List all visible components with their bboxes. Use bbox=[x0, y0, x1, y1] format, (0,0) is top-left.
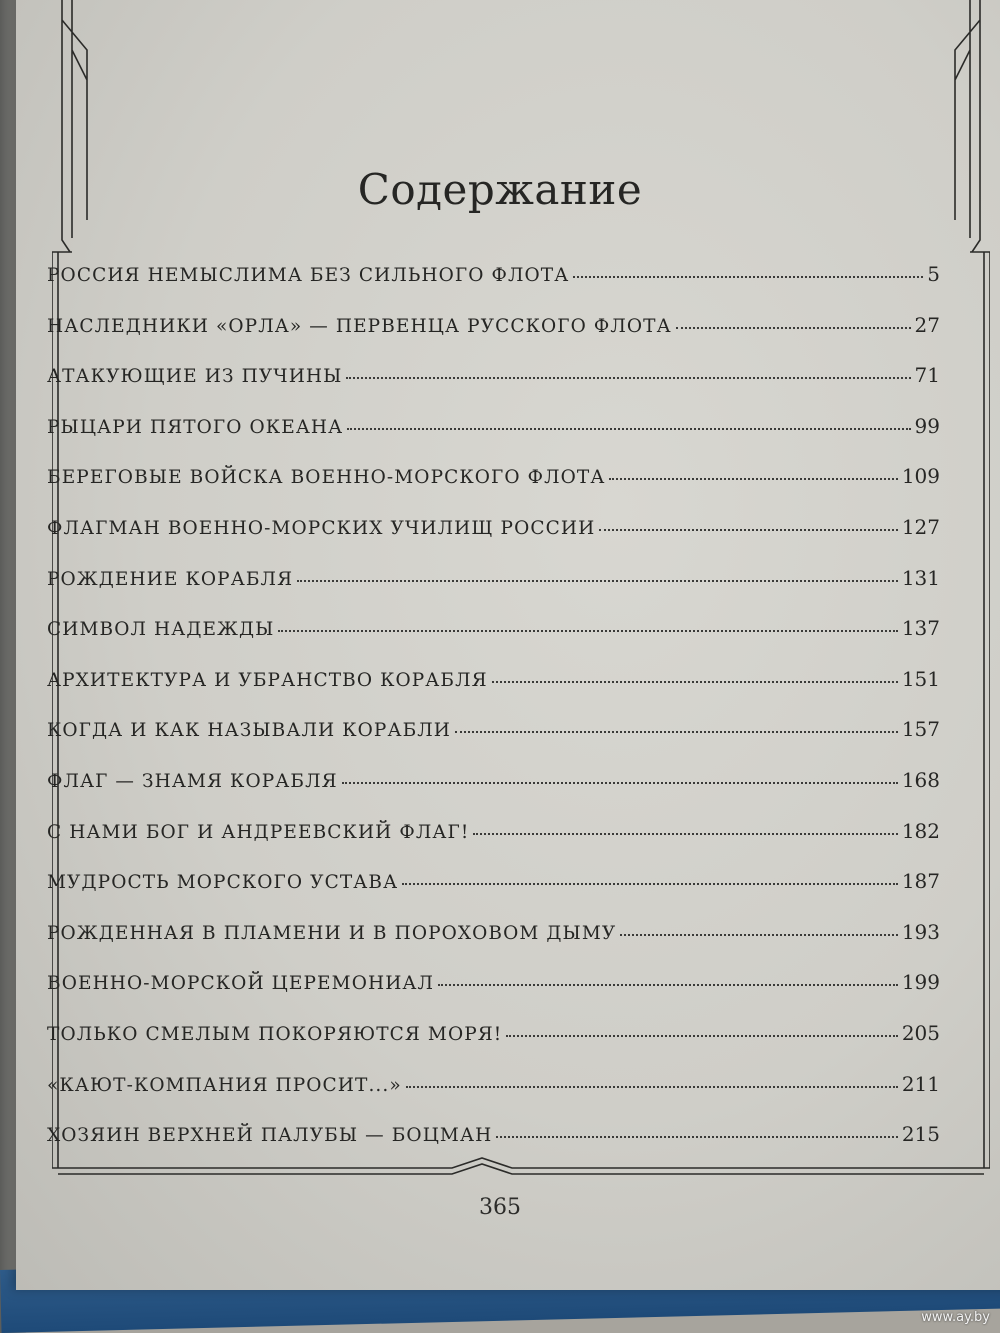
dot-leader bbox=[347, 428, 910, 430]
toc-entry bbox=[47, 262, 940, 313]
entry-title: РОЖДЕНИЕ КОРАБЛЯ bbox=[47, 568, 294, 590]
toc-list bbox=[47, 262, 940, 1173]
entry-title: С НАМИ БОГ И АНДРЕЕВСКИЙ ФЛАГ! bbox=[47, 821, 470, 843]
page-title: Содержание bbox=[357, 165, 643, 214]
toc-entry bbox=[47, 819, 940, 870]
dot-leader bbox=[609, 478, 897, 480]
toc-entry bbox=[47, 1021, 940, 1072]
toc-entry bbox=[47, 313, 940, 364]
entry-page-number: 109 bbox=[901, 464, 940, 489]
entry-page-number: 211 bbox=[901, 1071, 940, 1096]
entry-title: ФЛАГМАН ВОЕННО-МОРСКИХ УЧИЛИЩ РОССИИ bbox=[47, 517, 596, 539]
entry-page-number: 27 bbox=[914, 312, 940, 337]
toc-entry bbox=[47, 616, 940, 667]
dot-leader bbox=[342, 782, 898, 784]
dot-leader bbox=[297, 580, 898, 582]
entry-page-number: 157 bbox=[901, 717, 940, 742]
entry-page-number: 182 bbox=[901, 818, 940, 843]
entry-page-number: 137 bbox=[901, 616, 940, 641]
toc-entry bbox=[47, 414, 940, 465]
toc-entry bbox=[47, 667, 940, 718]
entry-title: ВОЕННО-МОРСКОЙ ЦЕРЕМОНИАЛ bbox=[47, 973, 435, 995]
entry-page-number: 187 bbox=[901, 869, 940, 894]
entry-title: АТАКУЮЩИЕ ИЗ ПУЧИНЫ bbox=[47, 366, 343, 388]
entry-title: РЫЦАРИ ПЯТОГО ОКЕАНА bbox=[47, 416, 344, 438]
entry-title: ФЛАГ — ЗНАМЯ КОРАБЛЯ bbox=[47, 770, 338, 792]
dot-leader bbox=[599, 529, 897, 531]
dot-leader bbox=[573, 276, 923, 278]
dot-leader bbox=[492, 681, 898, 683]
entry-page-number: 131 bbox=[901, 565, 940, 590]
dot-leader bbox=[402, 883, 898, 885]
entry-title: КОГДА И КАК НАЗЫВАЛИ КОРАБЛИ bbox=[47, 720, 452, 742]
toc-entry bbox=[47, 363, 940, 414]
toc-entry bbox=[47, 768, 940, 819]
entry-page-number: 151 bbox=[901, 666, 940, 691]
entry-title: ХОЗЯИН ВЕРХНЕЙ ПАЛУБЫ — БОЦМАН bbox=[47, 1125, 493, 1147]
dot-leader bbox=[455, 731, 898, 733]
toc-entry bbox=[47, 869, 940, 920]
entry-page-number: 199 bbox=[901, 970, 940, 995]
dot-leader bbox=[676, 327, 911, 329]
toc-entry bbox=[47, 1072, 940, 1123]
entry-page-number: 205 bbox=[901, 1020, 940, 1045]
entry-page-number: 193 bbox=[901, 919, 940, 944]
entry-page-number: 127 bbox=[901, 514, 940, 539]
toc-entry bbox=[47, 566, 940, 617]
footer-page-number: 365 bbox=[479, 1195, 521, 1220]
entry-title: БЕРЕГОВЫЕ ВОЙСКА ВОЕННО-МОРСКОГО ФЛОТА bbox=[47, 467, 606, 489]
entry-title: СИМВОЛ НАДЕЖДЫ bbox=[47, 619, 275, 641]
entry-title: НАСЛЕДНИКИ «ОРЛА» — ПЕРВЕНЦА РУССКОГО ФЛОТА bbox=[47, 315, 672, 337]
entry-title: РОЖДЕННАЯ В ПЛАМЕНИ И В ПОРОХОВОМ ДЫМУ bbox=[47, 922, 617, 944]
toc-entry bbox=[47, 920, 940, 971]
entry-title: «КАЮТ-КОМПАНИЯ ПРОСИТ...» bbox=[47, 1074, 402, 1096]
toc-entry bbox=[47, 717, 940, 768]
entry-title: ТОЛЬКО СМЕЛЫМ ПОКОРЯЮТСЯ МОРЯ! bbox=[47, 1023, 503, 1045]
toc-entry bbox=[47, 515, 940, 566]
entry-page-number: 71 bbox=[914, 363, 940, 388]
dot-leader bbox=[438, 984, 898, 986]
entry-page-number: 99 bbox=[914, 413, 940, 438]
entry-title: МУДРОСТЬ МОРСКОГО УСТАВА bbox=[47, 872, 399, 894]
entry-title: АРХИТЕКТУРА И УБРАНСТВО КОРАБЛЯ bbox=[47, 669, 488, 691]
dot-leader bbox=[496, 1136, 898, 1138]
entry-page-number: 215 bbox=[901, 1122, 940, 1147]
dot-leader bbox=[346, 377, 910, 379]
dot-leader bbox=[278, 630, 897, 632]
entry-page-number: 168 bbox=[901, 767, 940, 792]
dot-leader bbox=[406, 1086, 898, 1088]
entry-page-number: 5 bbox=[927, 262, 940, 286]
dot-leader bbox=[506, 1035, 897, 1037]
dot-leader bbox=[473, 833, 897, 835]
dot-leader bbox=[620, 934, 897, 936]
toc-entry bbox=[47, 464, 940, 515]
entry-title: РОССИЯ НЕМЫСЛИМА БЕЗ СИЛЬНОГО ФЛОТА bbox=[47, 265, 570, 286]
toc-entry bbox=[47, 970, 940, 1021]
toc-entry bbox=[47, 1122, 940, 1173]
watermark: www.ay.by bbox=[921, 1310, 990, 1325]
